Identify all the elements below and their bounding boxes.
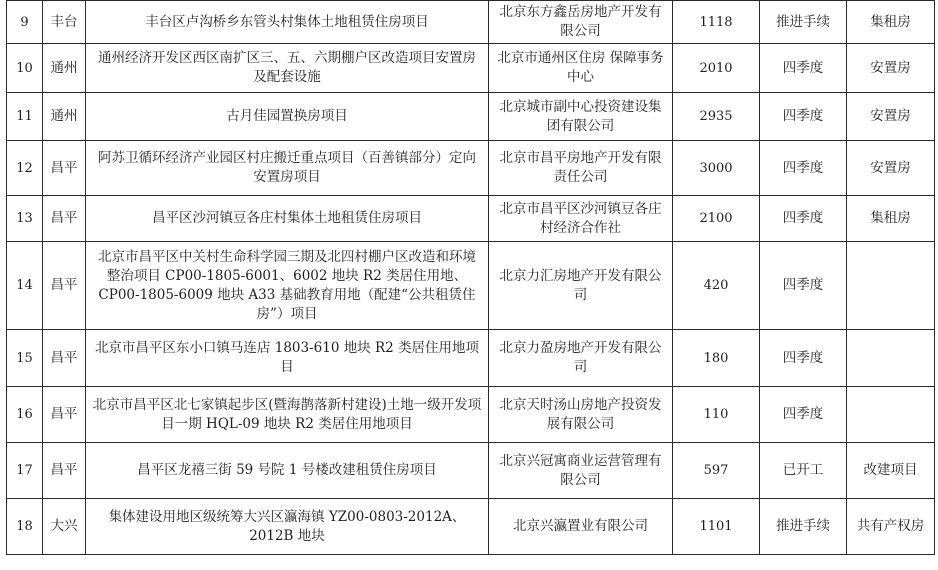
project-name-cell: 昌平区龙禧三街 59 号院 1 号楼改建租赁住房项目 — [86, 443, 489, 499]
company-cell: 北京天时汤山房地产投资发展有限公司 — [489, 387, 673, 443]
housing-project-table — [6, 0, 935, 555]
housing-type-cell: 集租房 — [847, 1, 935, 44]
row-number: 18 — [7, 499, 43, 555]
table-row — [7, 387, 935, 443]
row-number: 17 — [7, 443, 43, 499]
company-cell: 北京东方鑫岳房地产开发有限公司 — [489, 1, 673, 44]
row-number: 9 — [7, 1, 43, 44]
row-number: 12 — [7, 141, 43, 196]
timing-cell: 四季度 — [760, 93, 847, 141]
project-name-cell: 通州经济开发区西区南扩区三、五、六期棚户区改造项目安置房及配套设施 — [86, 44, 489, 93]
timing-cell: 四季度 — [760, 141, 847, 196]
district-cell: 昌平 — [43, 242, 86, 330]
district-cell: 昌平 — [43, 443, 86, 499]
housing-type-cell: 安置房 — [847, 93, 935, 141]
size-cell: 180 — [673, 330, 760, 387]
row-number: 13 — [7, 196, 43, 242]
project-name-cell: 昌平区沙河镇豆各庄村集体土地租赁住房项目 — [86, 196, 489, 242]
housing-type-cell: 安置房 — [847, 44, 935, 93]
row-number: 10 — [7, 44, 43, 93]
company-cell: 北京市通州区住房 保障事务中心 — [489, 44, 673, 93]
district-cell: 昌平 — [43, 387, 86, 443]
size-cell: 2010 — [673, 44, 760, 93]
housing-type-cell: 共有产权房 — [847, 499, 935, 555]
table-row — [7, 93, 935, 141]
size-cell: 2935 — [673, 93, 760, 141]
size-cell: 2100 — [673, 196, 760, 242]
housing-type-cell: 集租房 — [847, 196, 935, 242]
table-row — [7, 242, 935, 330]
company-cell: 北京力盈房地产开发有限公司 — [489, 330, 673, 387]
district-cell: 昌平 — [43, 196, 86, 242]
timing-cell: 四季度 — [760, 330, 847, 387]
timing-cell: 四季度 — [760, 196, 847, 242]
row-number: 11 — [7, 93, 43, 141]
size-cell: 1118 — [673, 1, 760, 44]
table-row — [7, 141, 935, 196]
table-row — [7, 499, 935, 555]
company-cell: 北京力汇房地产开发有限公司 — [489, 242, 673, 330]
project-name-cell: 集体建设用地区级统筹大兴区瀛海镇 YZ00-0803-2012A、2012B 地块 — [86, 499, 489, 555]
timing-cell: 推进手续 — [760, 1, 847, 44]
row-number: 15 — [7, 330, 43, 387]
timing-cell: 四季度 — [760, 387, 847, 443]
size-cell: 420 — [673, 242, 760, 330]
project-name-cell: 北京市昌平区北七家镇起步区(暨海鹊落新村建设)土地一级开发项目一期 HQL-09 地块 R2 类居住用地项目 — [86, 387, 489, 443]
project-name-cell: 阿苏卫循环经济产业园区村庄搬迁重点项目（百善镇部分）定向安置房项目 — [86, 141, 489, 196]
company-cell: 北京市昌平区沙河镇豆各庄村经济合作社 — [489, 196, 673, 242]
size-cell: 1101 — [673, 499, 760, 555]
district-cell: 丰台 — [43, 1, 86, 44]
housing-type-cell: 改建项目 — [847, 443, 935, 499]
table-row — [7, 1, 935, 44]
district-cell: 通州 — [43, 93, 86, 141]
row-number: 16 — [7, 387, 43, 443]
size-cell: 3000 — [673, 141, 760, 196]
table-row — [7, 443, 935, 499]
district-cell: 大兴 — [43, 499, 86, 555]
company-cell: 北京城市副中心投资建设集团有限公司 — [489, 93, 673, 141]
housing-type-cell: 安置房 — [847, 141, 935, 196]
company-cell: 北京市昌平房地产开发有限责任公司 — [489, 141, 673, 196]
housing-type-cell — [847, 242, 935, 330]
timing-cell: 已开工 — [760, 443, 847, 499]
size-cell: 110 — [673, 387, 760, 443]
district-cell: 昌平 — [43, 141, 86, 196]
company-cell: 北京兴瀛置业有限公司 — [489, 499, 673, 555]
row-number: 14 — [7, 242, 43, 330]
timing-cell: 四季度 — [760, 44, 847, 93]
size-cell: 597 — [673, 443, 760, 499]
project-name-cell: 北京市昌平区中关村生命科学园三期及北四村棚户区改造和环境整治项目 CP00-1805-6001、6002 地块 R2 类居住用地、CP00-1805-6009 地块 A33 基础教育用地（配建“公共租赁住房”）项目 — [86, 242, 489, 330]
project-name-cell: 古月佳园置换房项目 — [86, 93, 489, 141]
timing-cell: 四季度 — [760, 242, 847, 330]
district-cell: 通州 — [43, 44, 86, 93]
timing-cell: 推进手续 — [760, 499, 847, 555]
table-row — [7, 330, 935, 387]
project-name-cell: 北京市昌平区东小口镇马连店 1803-610 地块 R2 类居住用地项目 — [86, 330, 489, 387]
housing-type-cell — [847, 387, 935, 443]
table-row — [7, 196, 935, 242]
district-cell: 昌平 — [43, 330, 86, 387]
table-row — [7, 44, 935, 93]
company-cell: 北京兴冠寓商业运营管理有限公司 — [489, 443, 673, 499]
housing-type-cell — [847, 330, 935, 387]
project-name-cell: 丰台区卢沟桥乡东管头村集体土地租赁住房项目 — [86, 1, 489, 44]
